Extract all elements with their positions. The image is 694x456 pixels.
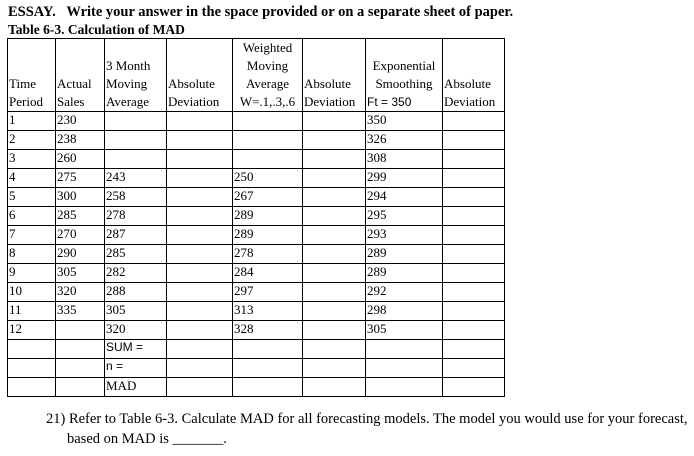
- wma-cell: [233, 131, 303, 150]
- wma-cell: 328: [233, 321, 303, 340]
- es-deviation-cell: [443, 112, 505, 131]
- col-header-absolute-deviation-1: Absolute Deviation: [167, 39, 233, 112]
- table-header-row: [8, 39, 505, 112]
- ma3-deviation-cell: [167, 321, 233, 340]
- period-cell: 8: [8, 245, 56, 264]
- wma-deviation-cell: [303, 283, 366, 302]
- wma-cell: 297: [233, 283, 303, 302]
- sales-cell: 260: [56, 150, 105, 169]
- ma3-cell: 305: [105, 302, 167, 321]
- table-row: [8, 150, 505, 169]
- col-header-weighted-moving-average: Weighted Moving Average W=.1,.3,.6: [233, 39, 303, 112]
- ma3-cell: 288: [105, 283, 167, 302]
- table-row: [8, 207, 505, 226]
- table-row: [8, 264, 505, 283]
- wma-cell: 267: [233, 188, 303, 207]
- col-header-absolute-deviation-2: Absolute Deviation: [303, 39, 366, 112]
- es-cell: 308: [366, 150, 443, 169]
- ma3-deviation-cell: [167, 112, 233, 131]
- period-cell: 11: [8, 302, 56, 321]
- sales-cell: 305: [56, 264, 105, 283]
- es-deviation-cell: [443, 283, 505, 302]
- ma3-deviation-cell: [167, 150, 233, 169]
- question-line-1: 21) Refer to Table 6-3. Calculate MAD for all forecasting models. The model you would use for your forecast,: [46, 411, 688, 427]
- ma3-cell: [105, 150, 167, 169]
- table-row: [8, 283, 505, 302]
- ma3-deviation-cell: [167, 226, 233, 245]
- sales-cell: 270: [56, 226, 105, 245]
- essay-label: ESSAY.: [8, 4, 56, 20]
- sales-cell: 275: [56, 169, 105, 188]
- wma-deviation-cell: [303, 207, 366, 226]
- table-row: [8, 321, 505, 340]
- es-cell: 289: [366, 245, 443, 264]
- ma3-cell: 278: [105, 207, 167, 226]
- es-deviation-cell: [443, 131, 505, 150]
- table-mad-row: [8, 378, 505, 397]
- ma3-cell: [105, 131, 167, 150]
- sales-cell: 320: [56, 283, 105, 302]
- sales-cell: 335: [56, 302, 105, 321]
- period-cell: 12: [8, 321, 56, 340]
- period-cell: 6: [8, 207, 56, 226]
- es-cell: 350: [366, 112, 443, 131]
- wma-cell: 289: [233, 226, 303, 245]
- es-deviation-cell: [443, 226, 505, 245]
- wma-deviation-cell: [303, 131, 366, 150]
- col-header-time-period: Time Period: [8, 39, 56, 112]
- wma-deviation-cell: [303, 226, 366, 245]
- n-label: n =: [105, 359, 167, 378]
- period-cell: 7: [8, 226, 56, 245]
- question-line-2: based on MAD is _______.: [67, 431, 227, 447]
- essay-heading: [8, 4, 513, 21]
- es-deviation-cell: [443, 302, 505, 321]
- table-n-row: [8, 359, 505, 378]
- sales-cell: 290: [56, 245, 105, 264]
- table-row: [8, 131, 505, 150]
- ma3-cell: 258: [105, 188, 167, 207]
- period-cell: 2: [8, 131, 56, 150]
- wma-cell: [233, 150, 303, 169]
- ma3-deviation-cell: [167, 188, 233, 207]
- es-deviation-cell: [443, 321, 505, 340]
- es-deviation-cell: [443, 207, 505, 226]
- sum-label: SUM =: [105, 340, 167, 359]
- ma3-deviation-cell: [167, 131, 233, 150]
- wma-deviation-cell: [303, 321, 366, 340]
- ma3-deviation-cell: [167, 302, 233, 321]
- wma-cell: 289: [233, 207, 303, 226]
- table-row: [8, 302, 505, 321]
- ft-initial-value: Ft = 350: [367, 95, 412, 109]
- es-cell: 289: [366, 264, 443, 283]
- wma-cell: 278: [233, 245, 303, 264]
- ma3-cell: 285: [105, 245, 167, 264]
- es-cell: 305: [366, 321, 443, 340]
- wma-deviation-cell: [303, 245, 366, 264]
- period-cell: 1: [8, 112, 56, 131]
- ma3-cell: 243: [105, 169, 167, 188]
- col-header-3-month-moving-average: 3 Month Moving Average: [105, 39, 167, 112]
- wma-cell: 250: [233, 169, 303, 188]
- ma3-deviation-cell: [167, 245, 233, 264]
- es-deviation-cell: [443, 150, 505, 169]
- ma3-cell: [105, 112, 167, 131]
- col-header-exponential-smoothing: Exponential Smoothing Ft = 350: [366, 39, 443, 112]
- wma-cell: 313: [233, 302, 303, 321]
- es-deviation-cell: [443, 245, 505, 264]
- period-cell: 4: [8, 169, 56, 188]
- es-deviation-cell: [443, 188, 505, 207]
- wma-deviation-cell: [303, 302, 366, 321]
- table-row: [8, 169, 505, 188]
- es-cell: 295: [366, 207, 443, 226]
- wma-deviation-cell: [303, 150, 366, 169]
- table-row: [8, 226, 505, 245]
- es-cell: 293: [366, 226, 443, 245]
- wma-deviation-cell: [303, 188, 366, 207]
- col-header-absolute-deviation-3: Absolute Deviation: [443, 39, 505, 112]
- ma3-deviation-cell: [167, 283, 233, 302]
- es-cell: 292: [366, 283, 443, 302]
- es-cell: 299: [366, 169, 443, 188]
- ma3-deviation-cell: [167, 264, 233, 283]
- wma-cell: 284: [233, 264, 303, 283]
- ma3-cell: 287: [105, 226, 167, 245]
- es-cell: 294: [366, 188, 443, 207]
- sales-cell: 230: [56, 112, 105, 131]
- table-caption: Table 6-3. Calculation of MAD: [8, 22, 185, 37]
- wma-cell: [233, 112, 303, 131]
- col-header-actual-sales: Actual Sales: [56, 39, 105, 112]
- mad-label: MAD: [105, 378, 167, 397]
- sales-cell: 238: [56, 131, 105, 150]
- ma3-deviation-cell: [167, 169, 233, 188]
- sales-cell: 300: [56, 188, 105, 207]
- period-cell: 3: [8, 150, 56, 169]
- table-row: [8, 112, 505, 131]
- es-deviation-cell: [443, 264, 505, 283]
- essay-instruction: Write your answer in the space provided or on a separate sheet of paper.: [66, 4, 514, 20]
- wma-deviation-cell: [303, 264, 366, 283]
- es-cell: 298: [366, 302, 443, 321]
- wma-deviation-cell: [303, 112, 366, 131]
- table-row: [8, 245, 505, 264]
- table-row: [8, 188, 505, 207]
- table-sum-row: [8, 340, 505, 359]
- sales-cell: 285: [56, 207, 105, 226]
- period-cell: 9: [8, 264, 56, 283]
- period-cell: 5: [8, 188, 56, 207]
- sales-cell: [56, 321, 105, 340]
- es-deviation-cell: [443, 169, 505, 188]
- question-21: [46, 409, 694, 449]
- ma3-cell: 282: [105, 264, 167, 283]
- ma3-cell: 320: [105, 321, 167, 340]
- ma3-deviation-cell: [167, 207, 233, 226]
- mad-table: [7, 38, 505, 397]
- period-cell: 10: [8, 283, 56, 302]
- es-cell: 326: [366, 131, 443, 150]
- wma-deviation-cell: [303, 169, 366, 188]
